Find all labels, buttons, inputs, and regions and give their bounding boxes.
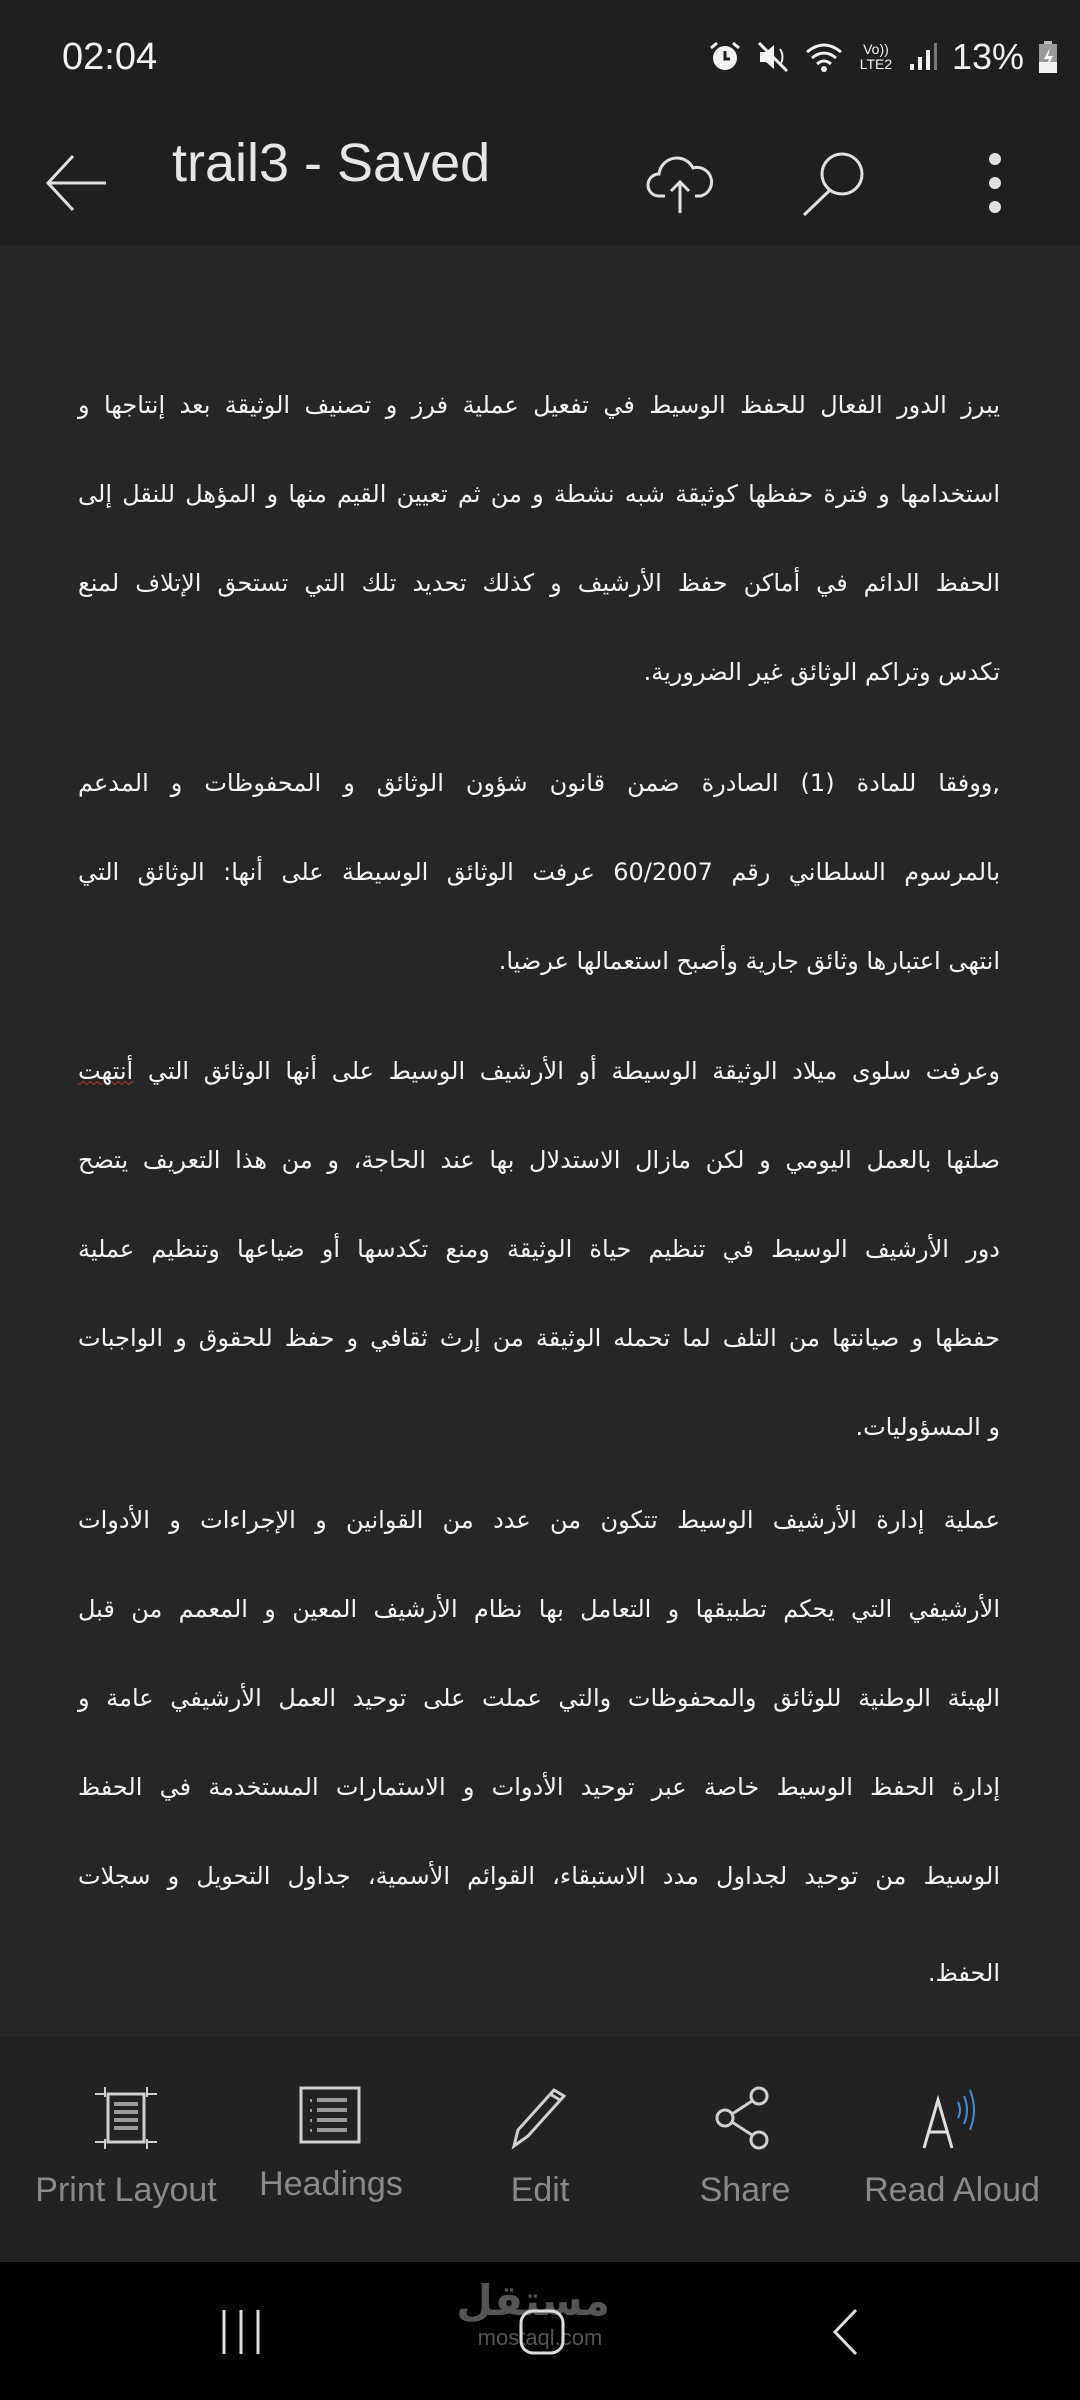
search-button[interactable] xyxy=(790,138,880,228)
text-line-main: وعرفت سلوى ميلاد الوثيقة الوسيطة أو الأرشيف الوسيط على أنها الوثائق التي xyxy=(147,1057,1000,1086)
network-type: Vo)) LTE2 xyxy=(859,41,893,72)
text-line xyxy=(78,1654,1000,1743)
paragraph-4 xyxy=(78,1476,1000,2018)
print-layout-icon xyxy=(94,2086,158,2150)
battery-charging-icon xyxy=(1038,40,1058,74)
text-line-text: صلتها بالعمل اليومي و لكن مازال الاستدلال بها عند الحاجة، و من هذا التعريف يتضح xyxy=(78,1146,1000,1175)
text-line-text: الوسيط من توحيد لجداول مدد الاستبقاء، القوائم الأسمية، جداول التحويل و سجلات xyxy=(78,1862,1000,1891)
read-aloud-button[interactable] xyxy=(852,2036,1052,2212)
text-line-text: استخدامها و فترة حفظها كوثيقة شبه نشطة و من ثم تعيين القيم منها و المؤهل للنقل إلى xyxy=(78,480,1000,509)
text-line-text: الأرشيفي التي يحكم تطبيقها و التعامل بها نظام الأرشيف المعين و المعمم من قبل xyxy=(78,1595,1000,1624)
text-line xyxy=(78,361,1000,450)
read-aloud-label: Read Aloud xyxy=(864,2171,1040,2209)
print-layout-label: Print Layout xyxy=(35,2171,217,2209)
document-title: trail3 - Saved xyxy=(172,133,491,193)
text-line xyxy=(78,1743,1000,1832)
watermark-arabic: مستقل xyxy=(456,2276,610,2325)
text-line-text: حفظها و صيانتها من التلف لما تحمله الوثيقة من إرث ثقافي و حفظ للحقوق و الواجبات xyxy=(78,1324,1000,1353)
text-line-text: عملية إدارة الأرشيف الوسيط تتكون من عدد من القوانين و الإجراءات و الأدوات xyxy=(78,1506,1000,1535)
more-options-button[interactable] xyxy=(950,138,1040,228)
paragraph-2 xyxy=(78,739,1000,1006)
back-chevron-icon xyxy=(832,2308,858,2356)
text-line-text: الحفظ الدائم في أماكن حفظ الأرشيف و كذلك تحديد تلك التي تستحق الإتلاف لمنع xyxy=(78,569,1000,598)
text-line xyxy=(78,1929,1000,2018)
recent-apps-icon xyxy=(221,2310,261,2354)
share-icon xyxy=(713,2086,777,2150)
headings-button[interactable] xyxy=(231,2036,431,2206)
status-time: 02:04 xyxy=(62,36,158,78)
text-line xyxy=(78,539,1000,628)
upload-button[interactable] xyxy=(635,138,725,228)
text-line xyxy=(78,628,1000,717)
text-line-text: إدارة الحفظ الوسيط خاصة عبر توحيد الأدوات و الاستمارات المستخدمة في الحفظ xyxy=(78,1773,1000,1802)
system-nav-bar xyxy=(0,2262,1080,2400)
text-line xyxy=(78,828,1000,917)
signal-icon xyxy=(908,42,938,72)
misspelled-word[interactable]: أنتهت xyxy=(78,1057,134,1086)
back-arrow-icon xyxy=(45,153,109,213)
battery-percent: 13% xyxy=(951,36,1024,77)
text-line-text: يبرز الدور الفعال للحفظ الوسيط في تفعيل عملية فرز و تصنيف الوثيقة بعد إنتاجها و xyxy=(78,391,1000,420)
headings-icon xyxy=(299,2086,363,2144)
text-line xyxy=(78,450,1000,539)
text-line-text: الهيئة الوطنية للوثائق والمحفوظات والتي عملت على توحيد العمل الأرشيفي عامة و xyxy=(78,1684,1000,1713)
app-bar xyxy=(0,120,1080,245)
edit-button[interactable] xyxy=(440,2036,640,2212)
recent-apps-button[interactable] xyxy=(196,2292,286,2372)
paragraph-3 xyxy=(78,1027,1000,1472)
mute-icon xyxy=(756,40,790,74)
text-line xyxy=(78,739,1000,828)
paragraph-1 xyxy=(78,361,1000,717)
document-body[interactable] xyxy=(0,245,1080,2035)
text-line-text: و المسؤوليات. xyxy=(855,1413,1000,1442)
text-line xyxy=(78,1476,1000,1565)
share-label: Share xyxy=(699,2171,791,2209)
more-vert-icon xyxy=(985,153,1005,213)
edit-label: Edit xyxy=(510,2171,570,2209)
text-line xyxy=(78,1294,1000,1383)
text-line-text: تكدس وتراكم الوثائق غير الضرورية. xyxy=(643,658,1000,687)
share-button[interactable] xyxy=(645,2036,845,2212)
headings-label: Headings xyxy=(259,2165,403,2203)
text-line-text: بالمرسوم السلطاني رقم 60/2007 عرفت الوثائق الوسيطة على أنها: الوثائق التي xyxy=(78,858,1001,887)
text-line-text xyxy=(78,1055,1000,1087)
text-line-text: انتهى اعتبارها وثائق جارية وأصبح استعمالها عرضيا. xyxy=(498,947,1000,976)
text-line xyxy=(78,1565,1000,1654)
status-icons xyxy=(708,36,1058,78)
text-line xyxy=(78,917,1000,1006)
alarm-icon xyxy=(708,40,742,74)
read-aloud-icon xyxy=(920,2086,984,2150)
status-bar xyxy=(0,0,1080,120)
back-button[interactable] xyxy=(32,138,122,228)
bottom-toolbar xyxy=(0,2035,1080,2262)
home-button[interactable] xyxy=(497,2292,587,2372)
text-line xyxy=(78,1832,1000,1921)
back-nav-button[interactable] xyxy=(800,2292,890,2372)
search-icon xyxy=(800,148,870,218)
text-line xyxy=(78,1116,1000,1205)
wifi-icon xyxy=(804,40,844,74)
home-icon xyxy=(519,2309,565,2355)
text-line xyxy=(78,1027,1000,1116)
print-layout-button[interactable] xyxy=(26,2036,226,2212)
cloud-upload-icon xyxy=(645,152,715,214)
text-line xyxy=(78,1383,1000,1472)
text-line-text: الحفظ. xyxy=(927,1959,1000,1988)
text-line xyxy=(78,1205,1000,1294)
text-line-text: دور الأرشيف الوسيط في تنظيم حياة الوثيقة ومنع تكدسها أو ضياعها وتنظيم عملية xyxy=(78,1235,1000,1264)
pencil-icon xyxy=(508,2086,572,2150)
text-line-text: ,ووفقا للمادة (1) الصادرة ضمن قانون شؤون الوثائق و المحفوظات و المدعم xyxy=(78,769,1001,798)
watermark-latin: mostaql.com xyxy=(477,2325,603,2350)
